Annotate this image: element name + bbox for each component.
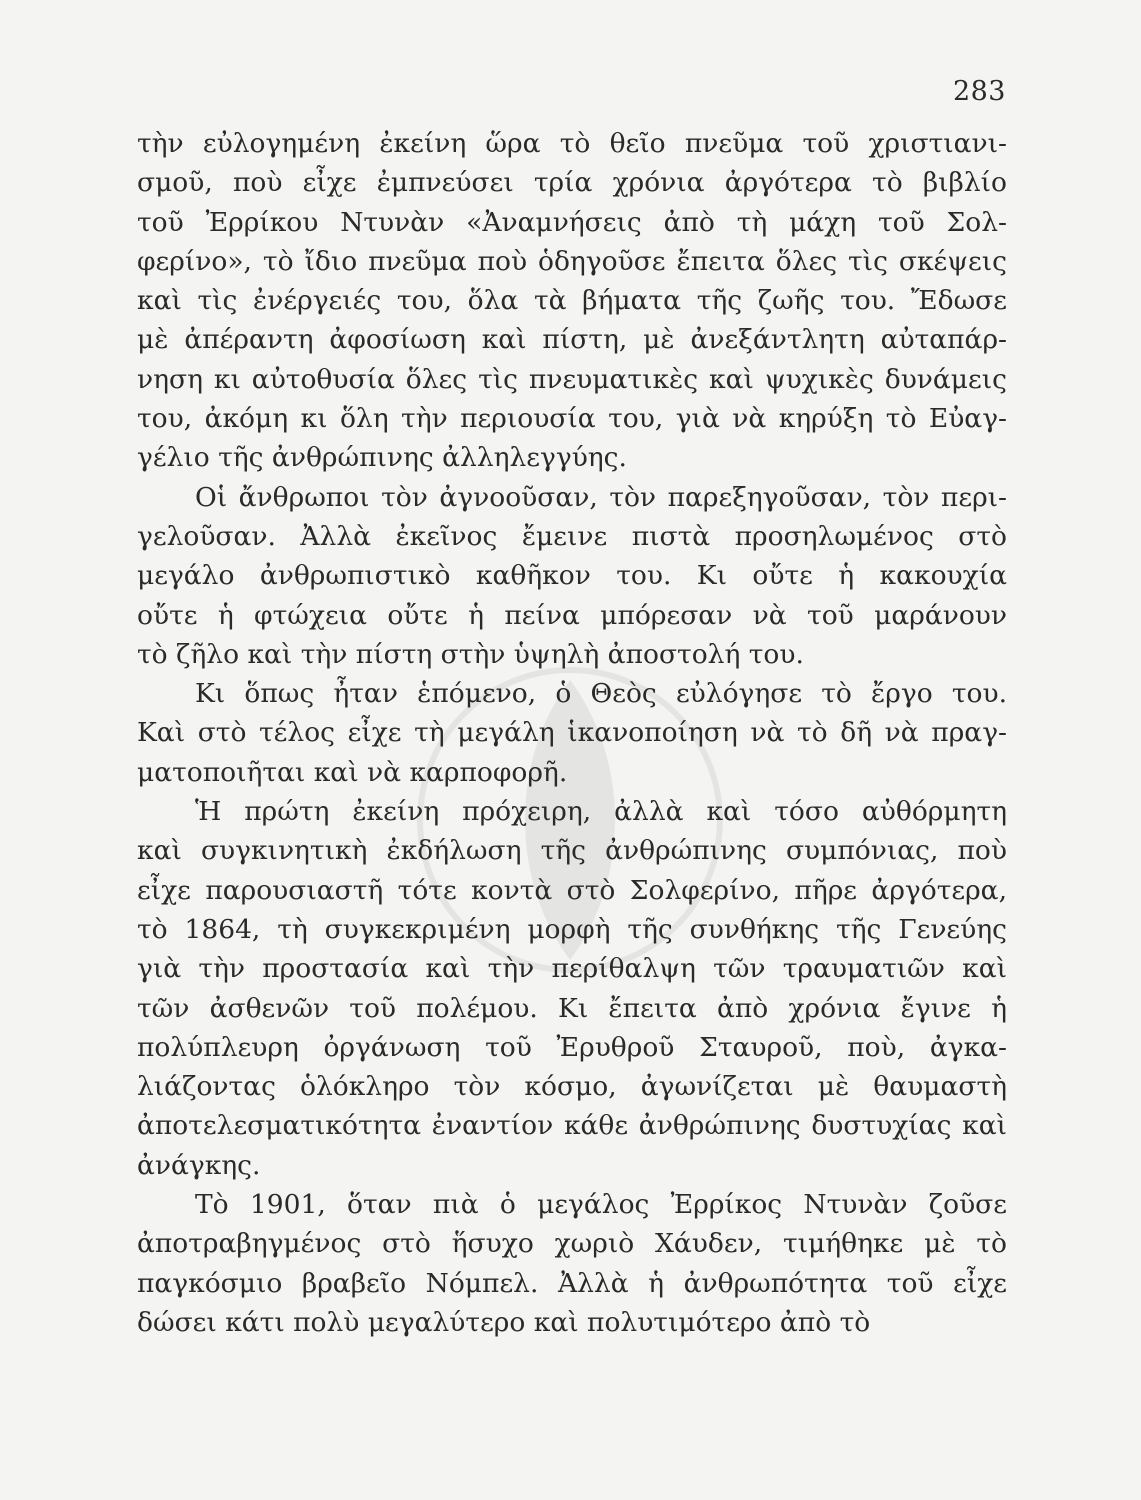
text-line: γέλιο τῆς ἀνθρώπινης ἀλληλεγγύης. [137,442,627,474]
text-line: καὶ συγκινητικὴ ἐκδήλωση τῆς ἀνθρώπινης συμπόνιας, ποὺ [137,835,1007,867]
text-line: ματοποιῆται καὶ νὰ καρποφορῆ. [137,756,568,788]
text-line: μεγάλο ἀνθρωπιστικὸ καθῆκον του. Κι οὔτε ἡ κακουχία [137,560,1007,592]
text-line: καὶ τὶς ἐνέργειές του, ὅλα τὰ βήματα τῆς ζωῆς του. Ἔδωσε [137,285,1007,317]
text-line: τοῦ Ἐρρίκου Ντυνὰν «Ἀναμνήσεις ἀπὸ τὴ μάχη τοῦ Σολ- [137,206,1007,238]
text-line: Οἱ ἄνθρωποι τὸν ἀγνοοῦσαν, τὸν παρεξηγοῦσαν, τὸν περι- [195,481,1007,513]
text-line: Τὸ 1901, ὅταν πιὰ ὁ μεγάλος Ἐρρίκος Ντυνὰν ζοῦσε [195,1189,1007,1221]
paragraph [137,478,1007,674]
text-line: τὸ 1864, τὴ συγκεκριμένη μορφὴ τῆς συνθήκης τῆς Γενεύης [137,913,1007,945]
text-line: εἶχε παρουσιαστῆ τότε κοντὰ στὸ Σολφερίνο, πῆρε ἀργότερα, [137,874,1007,906]
text-line: μὲ ἀπέραντη ἀφοσίωση καὶ πίστη, μὲ ἀνεξάντλητη αὐταπάρ- [137,324,1007,356]
paragraph [137,674,1007,792]
text-line: Ἡ πρώτη ἐκείνη πρόχειρη, ἀλλὰ καὶ τόσο αὐθόρμητη [195,796,1007,828]
text-line: τῶν ἀσθενῶν τοῦ πολέμου. Κι ἔπειτα ἀπὸ χρόνια ἔγινε ἡ [137,992,1007,1024]
text-line: λιάζοντας ὁλόκληρο τὸν κόσμο, ἀγωνίζεται μὲ θαυμαστὴ [137,1071,1007,1103]
text-line: του, ἀκόμη κι ὅλη τὴν περιουσία του, γιὰ νὰ κηρύξη τὸ Εὐαγ- [137,403,1007,435]
page-number: 283 [952,76,1006,107]
paragraph [137,1185,1007,1342]
text-line: οὔτε ἡ φτώχεια οὔτε ἡ πείνα μπόρεσαν νὰ τοῦ μαράνουν [137,599,1007,631]
text-line: παγκόσμιο βραβεῖο Νόμπελ. Ἀλλὰ ἡ ἀνθρωπότητα τοῦ εἶχε [137,1267,1007,1299]
text-line: φερίνο», τὸ ἴδιο πνεῦμα ποὺ ὁδηγοῦσε ἔπειτα ὅλες τὶς σκέψεις [137,245,1007,277]
body-text [137,124,1007,1342]
text-line: Κι ὅπως ἦταν ἑπόμενο, ὁ Θεὸς εὐλόγησε τὸ ἔργο του. [195,678,1007,710]
text-line: νηση κι αὐτοθυσία ὅλες τὶς πνευματικὲς καὶ ψυχικὲς δυνάμεις [137,363,1007,395]
text-line: σμοῦ, ποὺ εἶχε ἐμπνεύσει τρία χρόνια ἀργότερα τὸ βιβλίο [137,167,1007,199]
paragraph [137,124,1007,478]
text-line: ἀποτελεσματικότητα ἐναντίον κάθε ἀνθρώπινης δυστυχίας καὶ [137,1110,1007,1142]
text-line: τὴν εὐλογημένη ἐκείνη ὥρα τὸ θεῖο πνεῦμα τοῦ χριστιανι- [137,128,1007,159]
text-line: γιὰ τὴν προστασία καὶ τὴν περίθαλψη τῶν τραυματιῶν καὶ [137,953,1007,985]
text-line: Καὶ στὸ τέλος εἶχε τὴ μεγάλη ἱκανοποίηση νὰ τὸ δῆ νὰ πραγ- [137,717,1007,749]
text-line: πολύπλευρη ὀργάνωση τοῦ Ἐρυθροῦ Σταυροῦ, ποὺ, ἀγκα- [137,1031,1007,1063]
text-line: τὸ ζῆλο καὶ τὴν πίστη στὴν ὑψηλὴ ἀποστολή του. [137,638,804,670]
text-line: ἀποτραβηγμένος στὸ ἥσυχο χωριὸ Χάυδεν, τιμήθηκε μὲ τὸ [137,1228,1007,1260]
text-line: γελοῦσαν. Ἀλλὰ ἐκεῖνος ἔμεινε πιστὰ προσηλωμένος στὸ [137,520,1007,552]
text-line: ἀνάγκης. [137,1149,261,1181]
text-line: δώσει κάτι πολὺ μεγαλύτερο καὶ πολυτιμότερο ἀπὸ τὸ [137,1306,871,1338]
paragraph [137,792,1007,1185]
